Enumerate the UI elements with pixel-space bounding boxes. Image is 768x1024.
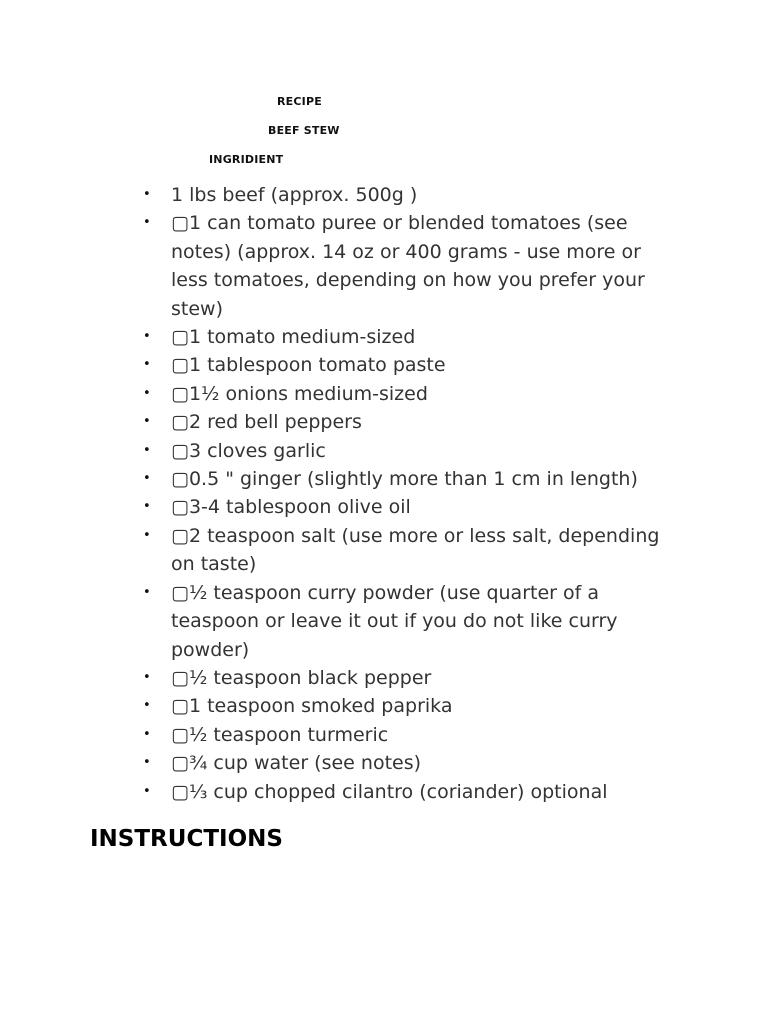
ingredient-text: ▢1½ onions medium-sized (171, 382, 428, 405)
bullet-icon: • (143, 414, 151, 430)
ingredient-item (140, 465, 660, 493)
ingredient-text: ▢1 can tomato puree or blended tomatoes (see notes) (approx. 14 oz or 400 grams - use more or less tomatoes, depending on how you prefer your stew) (171, 212, 645, 320)
ingredient-text: ▢1 teaspoon smoked paprika (171, 695, 453, 718)
bullet-icon: • (143, 385, 151, 401)
ingredient-text: ▢½ teaspoon turmeric (171, 723, 389, 746)
ingredient-text: ▢2 red bell peppers (171, 411, 362, 434)
ingredient-list (140, 181, 660, 806)
ingredient-text: ▢¾ cup water (see notes) (171, 752, 422, 775)
ingredient-item (140, 209, 660, 323)
bullet-icon: • (143, 187, 151, 202)
ingredient-text: ▢1 tablespoon tomato paste (171, 354, 446, 377)
bullet-icon: • (143, 669, 151, 685)
ingredients-heading: INGRIDIENT (209, 153, 284, 166)
bullet-icon: • (143, 726, 151, 742)
ingredient-item (140, 692, 660, 720)
ingredient-text: ▢3 cloves garlic (171, 439, 326, 462)
bullet-icon: • (143, 527, 151, 543)
bullet-icon: • (143, 499, 151, 515)
bullet-icon: • (143, 442, 151, 458)
recipe-label: RECIPE (277, 95, 322, 108)
ingredient-text: 1 lbs beef (approx. 500g ) (171, 184, 418, 206)
ingredient-item (140, 721, 660, 749)
bullet-icon: • (143, 783, 151, 799)
ingredient-item (140, 181, 660, 209)
ingredient-item (140, 579, 660, 664)
ingredient-item (140, 408, 660, 436)
bullet-icon: • (143, 329, 151, 345)
bullet-icon: • (143, 215, 151, 231)
ingredient-item (140, 323, 660, 351)
ingredient-text: ▢½ teaspoon curry powder (use quarter of a teaspoon or leave it out if you do not like curry powder) (171, 581, 618, 661)
ingredient-item (140, 522, 660, 579)
ingredient-item (140, 749, 660, 777)
ingredient-item (140, 380, 660, 408)
ingredient-item (140, 437, 660, 465)
instructions-heading: INSTRUCTIONS (90, 826, 283, 852)
bullet-icon: • (143, 357, 151, 373)
ingredient-text: ▢1 tomato medium-sized (171, 326, 416, 349)
ingredient-item (140, 778, 660, 806)
ingredient-item (140, 493, 660, 521)
bullet-icon: • (143, 584, 151, 600)
ingredient-item (140, 351, 660, 379)
ingredient-text: ▢2 teaspoon salt (use more or less salt, depending on taste) (171, 524, 660, 576)
ingredient-text: ▢⅓ cup chopped cilantro (coriander) optional (171, 780, 608, 803)
bullet-icon: • (143, 698, 151, 714)
bullet-icon: • (143, 471, 151, 487)
bullet-icon: • (143, 755, 151, 771)
ingredient-text: ▢3-4 tablespoon olive oil (171, 496, 411, 519)
ingredient-item (140, 664, 660, 692)
ingredient-text: ▢0.5 " ginger (slightly more than 1 cm in length) (171, 468, 638, 491)
ingredient-text: ▢½ teaspoon black pepper (171, 666, 432, 689)
dish-title: BEEF STEW (268, 124, 340, 137)
